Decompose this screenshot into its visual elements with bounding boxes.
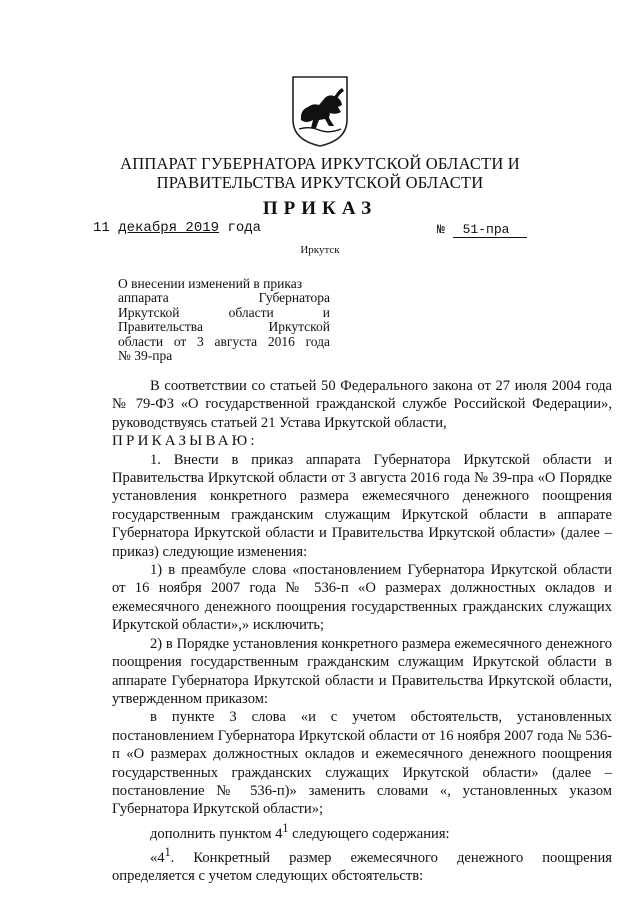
subject-line: О внесении изменений в приказ <box>118 276 303 291</box>
paragraph-point-3: в пункте 3 слова «и с учетом обстоятельств, установленных постановлением Губернатора Иркутской области от 16 ноября 2007 года № 536-п «О размерах должностных окладов и ежемесячного денежного поощрения государственных гражданских служащих Иркутской области» (далее – постановление № 536-п)» заменить словами «, установленных указом Губернатора Иркутской области»; <box>112 709 612 818</box>
document-body <box>112 377 612 886</box>
paragraph-1-1: 1) в преамбуле слова «постановлением Губернатора Иркутской области от 16 ноября 2007 года № 536-п «О размерах должностных окладов и ежемесячного денежного поощрения государственных гражданских служащих Иркутской области»,» исключить; <box>112 562 612 634</box>
org-name-line2: ПРАВИТЕЛЬСТВА ИРКУТСКОЙ ОБЛАСТИ <box>156 173 484 192</box>
coat-of-arms-icon <box>289 74 351 148</box>
order-keyword: ПРИКАЗЫВАЮ: <box>112 433 258 450</box>
text-run: . Конкретный размер ежемесячного денежного поощрения определяется с учетом следующих обстоятельств: <box>112 849 612 885</box>
subject-line: № 39-пра <box>118 348 173 364</box>
document-subject <box>118 277 330 363</box>
text-run: «4 <box>150 849 165 866</box>
date-suffix: года <box>227 220 262 236</box>
text-run: дополнить пунктом 4 <box>150 825 283 842</box>
superscript: 1 <box>282 820 289 835</box>
subject-line: области от 3 августа 2016 года <box>118 333 330 349</box>
paragraph-1-2: 2) в Порядке установления конкретного размера ежемесячного денежного поощрения государственным гражданским служащим Иркутской области в аппарате Губернатора Иркутской области и Правительства Иркутской области, утвержденном приказом: <box>112 635 612 707</box>
date-day: 11 <box>93 220 110 236</box>
subject-line: Правительства Иркутской <box>118 319 330 335</box>
subject-line: аппарата Губернатора <box>118 290 330 306</box>
date-month-year: декабря 2019 <box>118 220 220 236</box>
document-type-title: ПРИКАЗ <box>262 198 378 219</box>
document-number <box>437 222 527 238</box>
number-value: 51-пра <box>453 222 527 238</box>
subject-line: Иркутской области и <box>118 304 330 320</box>
preamble-paragraph: В соответствии со статьей 50 Федерального закона от 27 июля 2004 года № 79-ФЗ «О государственной гражданской службе Российской Федерации», руководствуясь статьей 21 Устава Иркутской области, <box>112 378 612 431</box>
number-label: № <box>437 222 445 237</box>
city-name: Иркутск <box>300 244 340 256</box>
org-name-line1: АППАРАТ ГУБЕРНАТОРА ИРКУТСКОЙ ОБЛАСТИ И <box>120 154 520 173</box>
paragraph-add-point <box>112 819 612 843</box>
paragraph-1: 1. Внести в приказ аппарата Губернатора Иркутской области и Правительства Иркутской области от 3 августа 2016 года № 39-пра «О Порядке установления конкретного размера ежемесячного денежного поощрения государственным гражданским служащим Иркутской области в аппарате Губернатора Иркутской области и Правительства Иркутской области» (далее – приказ) следующие изменения: <box>112 451 612 560</box>
text-run: следующего содержания: <box>288 825 450 842</box>
superscript: 1 <box>164 845 171 860</box>
paragraph-point-4-1 <box>112 843 612 886</box>
document-date <box>93 220 261 236</box>
